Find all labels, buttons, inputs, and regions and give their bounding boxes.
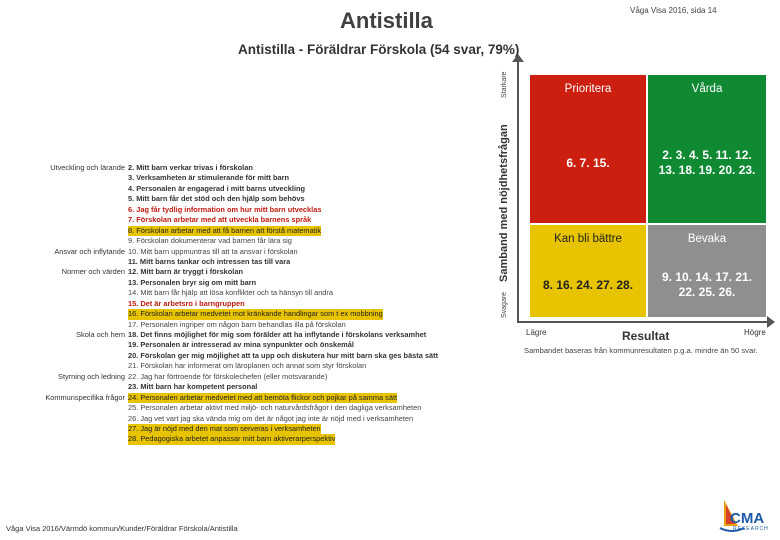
x-axis-arrow-icon (767, 316, 775, 328)
question-text: 21. Förskolan har informerat om läroplanen och annat som styr förskolan (128, 361, 367, 371)
question-text: 4. Personalen är engagerad i mitt barns utveckling (128, 183, 306, 193)
question-row (0, 247, 520, 257)
question-text: 6. Jag får tydlig information om hur mitt barn utvecklas (128, 204, 322, 214)
question-text: 25. Personalen arbetar aktivt med miljö- och naturvårdsfrågor i den dagliga verksamheten (128, 403, 422, 413)
quadrant-label: Kan bli bättre (554, 233, 622, 245)
question-row (0, 330, 520, 340)
page-reference: Våga Visa 2016, sida 14 (630, 6, 717, 15)
question-row (0, 267, 520, 277)
quadrant-label: Bevaka (687, 233, 727, 245)
y-axis-arrow-icon (512, 54, 524, 62)
question-text: 7. Förskolan arbetar med att utveckla barnens språk (128, 215, 312, 225)
question-row (0, 236, 520, 246)
question-row (0, 414, 520, 424)
question-text: 23. Mitt barn har kompetent personal (128, 382, 258, 392)
question-row (0, 194, 520, 204)
question-text: 15. Det är arbetsro i barngruppen (128, 298, 245, 308)
question-row (0, 372, 520, 382)
question-row (0, 382, 520, 392)
question-row (0, 351, 520, 361)
question-row (0, 403, 520, 413)
question-list (0, 163, 520, 445)
question-category: Styrning och ledning (58, 371, 125, 381)
question-text: 5. Mitt barn får det stöd och den hjälp som behövs (128, 194, 305, 204)
question-text: 17. Personalen ingriper om någon barn behandlas illa på förskolan (128, 319, 346, 329)
question-text: 26. Jag vet vart jag ska vända mig om det är något jag inte är nöjd med i verksamheten (128, 413, 414, 423)
quadrant-label: Vårda (691, 83, 723, 95)
page-subtitle: Antistilla - Föräldrar Förskola (54 svar, 79%) (238, 42, 520, 57)
quadrant-label: Prioritera (564, 83, 612, 95)
question-text: 3. Verksamheten är stimulerande för mitt barn (128, 173, 290, 183)
question-text: 19. Personalen är intresserad av mina synpunkter och önskemål (128, 340, 354, 350)
question-row (0, 278, 520, 288)
question-row (0, 434, 520, 444)
matrix-note: Sambandet baseras från kommunresultaten p.g.a. mindre än 50 svar. (524, 346, 758, 355)
quadrant-items: 2. 3. 4. 5. 11. 12. 13. 18. 19. 20. 23. (658, 148, 756, 177)
y-axis-high-label: Starkare (501, 71, 508, 98)
question-text: 8. Förskolan arbetar med att få barnen att förstå matematik (128, 225, 322, 235)
logo-name: CMA (730, 510, 765, 527)
question-row (0, 309, 520, 319)
x-axis-high-label: Högre (744, 328, 766, 337)
quadrant-prioritera (530, 75, 646, 223)
quadrant-varda (648, 75, 766, 223)
y-axis-label: Samband med nöjdhetsfrågan (498, 124, 510, 282)
page-title: Antistilla (340, 8, 433, 33)
question-row (0, 215, 520, 225)
question-row (0, 393, 520, 403)
question-text: 22. Jag har förtroende för förskolechefen (eller motsvarande) (128, 371, 328, 381)
x-axis-line (517, 321, 769, 323)
question-row (0, 184, 520, 194)
x-axis-low-label: Lägre (526, 328, 547, 337)
question-text: 12. Mitt barn är tryggt i förskolan (128, 267, 243, 277)
question-row (0, 299, 520, 309)
question-text: 28. Pedagogiska arbetet anpassar mitt barn aktiverarperspektiv (128, 434, 336, 444)
question-text: 27. Jag är nöjd med den mat som serveras i verksamheten (128, 423, 321, 433)
question-category: Normer och värden (61, 267, 125, 277)
question-row (0, 173, 520, 183)
question-row (0, 257, 520, 267)
question-text: 11. Mitt barns tankar och intressen tas till vara (128, 256, 291, 266)
quadrant-bevaka (648, 225, 766, 317)
question-row (0, 361, 520, 371)
question-text: 10. Mitt barn uppmuntras till att ta ansvar i förskolan (128, 246, 298, 256)
question-text: 14. Mitt barn får hjälp att lösa konflikter och ta hänsyn till andra (128, 288, 333, 298)
quadrant-items: 9. 10. 14. 17. 21. 22. 25. 26. (661, 270, 753, 299)
question-category: Kommunspecifika frågor (45, 392, 125, 402)
question-category: Utveckling och lärande (50, 163, 125, 172)
question-text: 24. Personalen arbetar medvetet med att bemöta flickor och pojkar på samma sätt (128, 392, 398, 402)
question-row (0, 424, 520, 434)
question-text: 16. Förskolan arbetar medvetet mot kränkande handlingar som t ex mobbning (128, 309, 383, 319)
question-text: 18. Det finns möjlighet för mig som förälder att ha inflytande i förskolans verksamhet (128, 330, 427, 339)
question-row (0, 226, 520, 236)
question-row (0, 320, 520, 330)
question-text: 9. Förskolan dokumenterar vad barnen får lära sig (128, 236, 292, 246)
logo-subtitle: RESEARCH (733, 526, 769, 532)
question-row (0, 288, 520, 298)
question-text: 2. Mitt barn verkar trivas i förskolan (128, 163, 253, 172)
quadrant-items: 8. 16. 24. 27. 28. (542, 277, 634, 292)
question-row (0, 163, 520, 173)
question-row (0, 205, 520, 215)
question-text: 20. Förskolan ger mig möjlighet att ta upp och diskutera hur mitt barn ska ges bästa sätt (128, 350, 439, 360)
question-category: Skola och hem (76, 330, 125, 339)
x-axis-label: Resultat (622, 329, 670, 343)
y-axis-low-label: Svagare (501, 291, 508, 318)
footer-path: Våga Visa 2016/Värmdö kommun/Kunder/Föräldrar Förskola/Antistilla (6, 524, 238, 533)
question-category: Ansvar och inflytande (54, 246, 125, 256)
quadrant-kan-bli-battre (530, 225, 646, 317)
quadrant-items: 6. 7. 15. (566, 155, 610, 170)
question-row (0, 340, 520, 350)
question-text: 13. Personalen bryr sig om mitt barn (128, 277, 257, 287)
